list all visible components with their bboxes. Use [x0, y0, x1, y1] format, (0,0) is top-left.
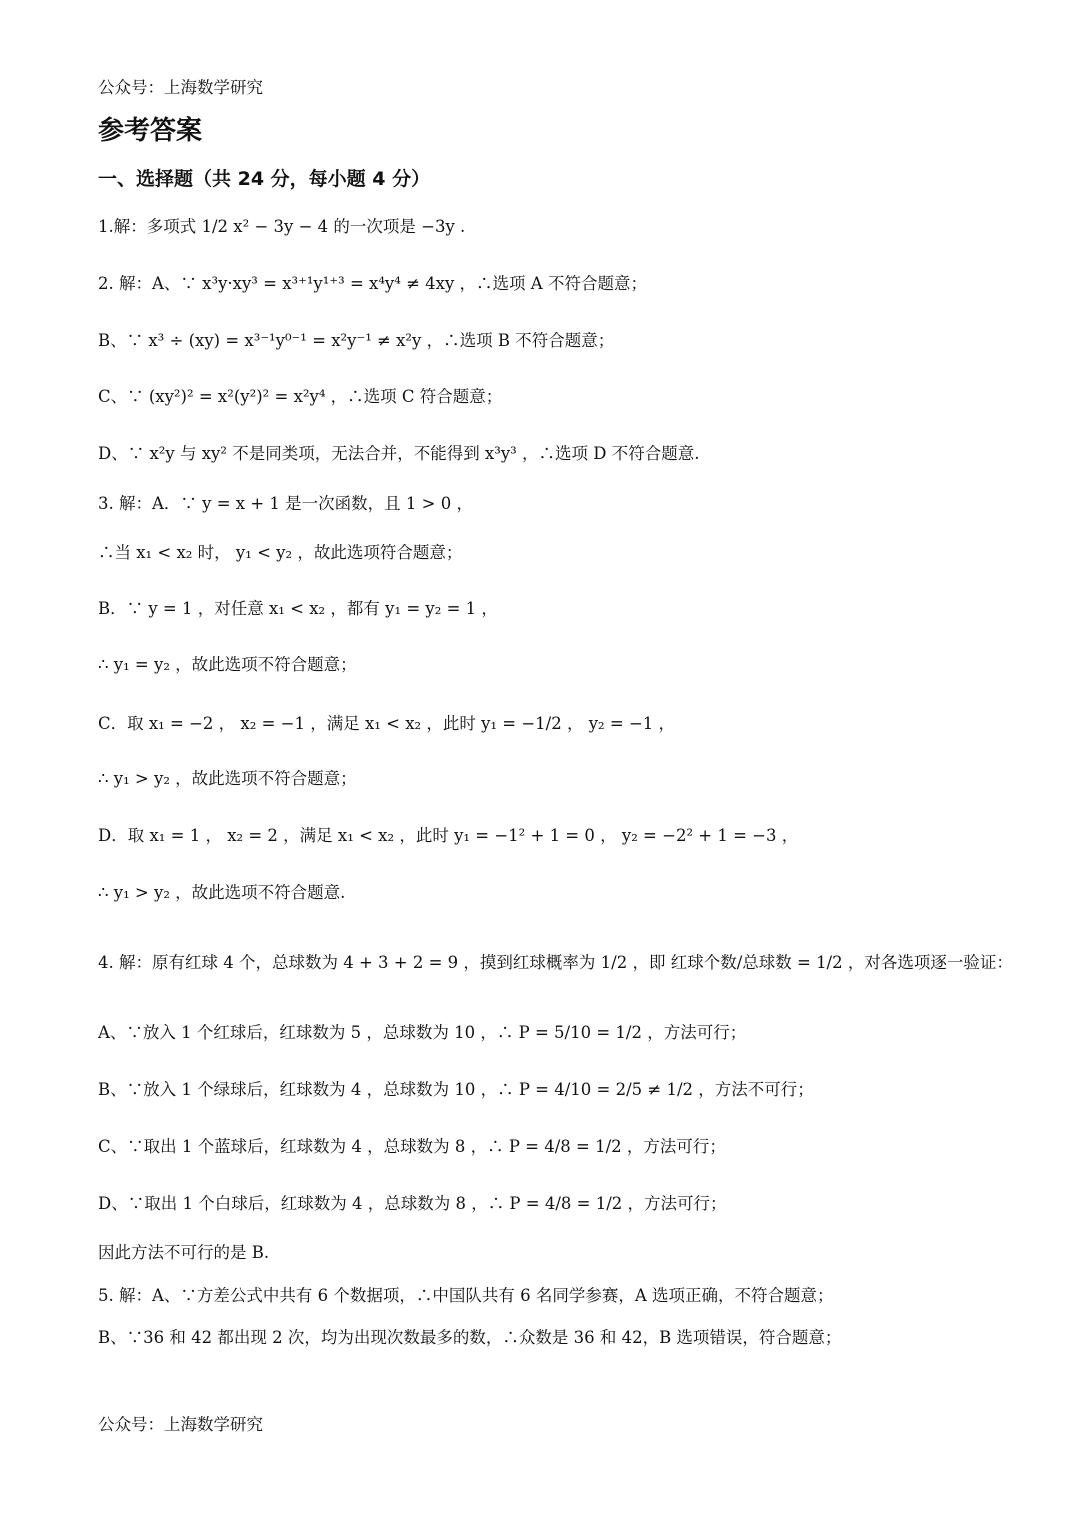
answer-4b-line: B、∵放入 1 个绿球后，红球数为 4 ，总球数为 10 ，∴ P = 4/10 = 2/5 ≠ 1/2 ，方法不可行；: [98, 1080, 814, 1099]
answer-2c-line: C、∵ (xy²)² = x²(y²)² = x²y⁴ ，∴选项 C 符合题意；: [98, 387, 503, 406]
page-title: 参考答案: [98, 116, 203, 146]
answer-3c-line: C．取 x₁ = −2 ， x₂ = −1 ，满足 x₁ < x₂ ，此时 y₁ = −1/2 ， y₂ = −1 ，: [98, 714, 676, 733]
answer-3d-line: D．取 x₁ = 1 ， x₂ = 2 ，满足 x₁ < x₂ ，此时 y₁ = −1² + 1 = 0 ， y₂ = −2² + 1 = −3 ，: [98, 826, 799, 845]
answer-4-conclusion: 因此方法不可行的是 B.: [98, 1243, 270, 1262]
answer-3-line: 3. 解：A．∵ y = x + 1 是一次函数，且 1 > 0 ，: [98, 494, 473, 513]
answer-3c-conclusion: ∴ y₁ > y₂ ，故此选项不符合题意；: [98, 769, 357, 788]
answer-4d-line: D、∵取出 1 个白球后，红球数为 4 ，总球数为 8 ，∴ P = 4/8 = 1/2 ，方法可行；: [98, 1194, 727, 1213]
answer-1-line: 1.解：多项式 1/2 x² − 3y − 4 的一次项是 −3y .: [98, 217, 466, 236]
answer-3b-line: B．∵ y = 1 ，对任意 x₁ < x₂ ，都有 y₁ = y₂ = 1 ，: [98, 599, 498, 618]
answer-4c-line: C、∵取出 1 个蓝球后，红球数为 4 ，总球数为 8 ，∴ P = 4/8 = 1/2 ，方法可行；: [98, 1137, 726, 1156]
answer-4a-line: A、∵放入 1 个红球后，红球数为 5 ，总球数为 10 ，∴ P = 5/10 = 1/2 ，方法可行；: [98, 1023, 747, 1042]
answer-5-line: 5. 解：A、∵方差公式中共有 6 个数据项，∴中国队共有 6 名同学参赛，A 选项正确，不符合题意；: [98, 1286, 834, 1305]
page-footer: 公众号：上海数学研究: [98, 1415, 263, 1434]
section-heading: 一、选择题（共 24 分，每小题 4 分）: [98, 168, 431, 190]
answer-3a-conclusion: ∴当 x₁ < x₂ 时， y₁ < y₂ ，故此选项符合题意；: [98, 543, 463, 562]
answer-3b-conclusion: ∴ y₁ = y₂ ，故此选项不符合题意；: [98, 655, 357, 674]
answer-2d-line: D、∵ x²y 与 xy² 不是同类项，无法合并，不能得到 x³y³ ，∴选项 D 不符合题意.: [98, 444, 700, 463]
answer-2b-line: B、∵ x³ ÷ (xy) = x³⁻¹y⁰⁻¹ = x²y⁻¹ ≠ x²y ，∴选项 B 不符合题意；: [98, 331, 615, 350]
page-header: 公众号：上海数学研究: [98, 78, 263, 97]
answer-3d-conclusion: ∴ y₁ > y₂ ，故此选项不符合题意.: [98, 883, 346, 902]
answer-5b-line: B、∵36 和 42 都出现 2 次，均为出现次数最多的数，∴众数是 36 和 42，B 选项错误，符合题意；: [98, 1328, 842, 1347]
answer-2-line: 2. 解：A、∵ x³y·xy³ = x³⁺¹y¹⁺³ = x⁴y⁴ ≠ 4xy ，∴选项 A 不符合题意；: [98, 274, 647, 293]
answer-4-line: 4. 解：原有红球 4 个，总球数为 4 + 3 + 2 = 9 ，摸到红球概率为 1/2 ，即 红球个数/总球数 = 1/2 ，对各选项逐一验证：: [98, 953, 1013, 972]
